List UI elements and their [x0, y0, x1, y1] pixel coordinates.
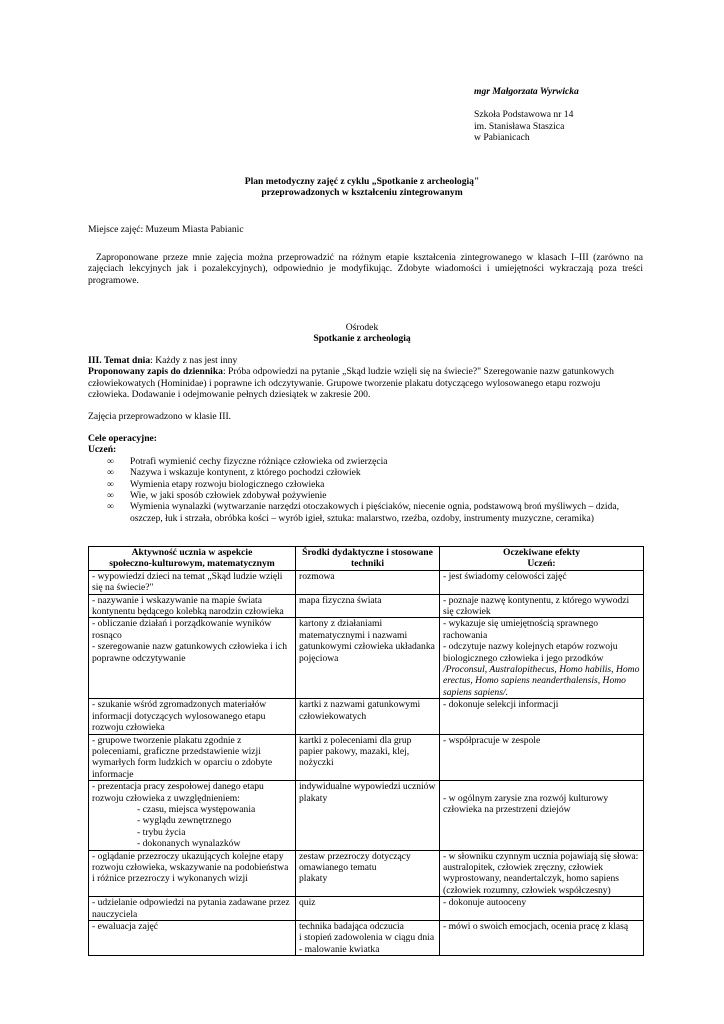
effect-cell: - jest świadomy celowości zajęć [440, 570, 644, 594]
goals-heading: Cele operacyjne: [88, 433, 157, 444]
goal-text: Wymienia etapy rozwoju biologicznego człowieka [130, 478, 325, 490]
school-patron: im. Stanisława Staszica [474, 120, 565, 132]
table-row [89, 781, 644, 850]
sub-item: - dokonanych wynalazków [137, 838, 241, 850]
means-cell: kartki z nazwami gatunkowymi człowiekowatych [296, 699, 440, 734]
goal-item [88, 501, 643, 524]
activity-cell: - obliczanie działań i porządkowanie wyników rosnąco - szeregowanie nazw gatunkowych człowieka i ich poprawne odczytywanie [89, 618, 296, 699]
lesson-plan-table [88, 546, 644, 956]
table-row [89, 570, 644, 594]
goal-item [88, 467, 643, 478]
effect-cell: - współpracuje w zespole [440, 734, 644, 781]
section-header [60, 322, 664, 345]
means-cell: kartony z działaniami matematycznymi i nazwami gatunkowymi człowieka układanka pojęciowa [296, 618, 440, 699]
means-cell: rozmowa [296, 570, 440, 594]
journal-entry [88, 366, 643, 400]
author-name: mgr Małgorzata Wyrwicka [474, 86, 579, 97]
effect-cell: - dokonuje autooceny [440, 897, 644, 921]
effect-cell: - w ogólnym zarysie zna rozwój kulturowy człowieka na przestrzeni dziejów [440, 781, 644, 850]
species-list: /Proconsul, Australopithecus, Homo habilis, Homo erectus, Homo sapiens neanderthalensis, Homo sapiens sapiens/. [443, 664, 640, 698]
effect-cell: - mówi o swoich emocjach, ocenia pracę z klasą [440, 921, 644, 956]
table-header-row [89, 547, 644, 571]
means-cell: quiz [296, 897, 440, 921]
activity-cell: - udzielanie odpowiedzi na pytania zadawane przez nauczyciela [89, 897, 296, 921]
class-note: Zajęcia przeprowadzono w klasie III. [88, 411, 232, 422]
table-row [89, 699, 644, 734]
goal-text: Nazywa i wskazuje kontynent, z którego pochodzi człowiek [130, 467, 361, 479]
table-row [89, 594, 644, 618]
activity-cell: - wypowiedzi dzieci na temat „Skąd ludzie wzięli się na świecie?" [89, 570, 296, 594]
table-row [89, 734, 644, 781]
header-activity: Aktywność ucznia w aspekcie społeczno-kulturowym, matematycznym [89, 547, 296, 571]
author-block [474, 86, 704, 144]
goal-item [88, 490, 643, 501]
table-row [89, 850, 644, 897]
title-line-2: przeprowadzonych w kształceniu zintegrowanym [261, 187, 463, 199]
activity-cell: - prezentacja pracy zespołowej danego etapu rozwoju człowieka z uwzględnieniem: - czasu, miejsca występowania - wyglądu zewnętrznego - trybu życia - dokonanych wynalazków [89, 781, 296, 850]
intro-text: Zaproponowane przeze mnie zajęcia można przeprowadzić na różnym etapie kształcenia zintegrowanego w klasach I–III (zarówno na zajęciach lekcyjnych jak i pozalekcyjnych), odpowiednio je modyfikując. Zdobyte wiadomości i umiejętności wykraczają poza treści programowe. [88, 252, 643, 286]
means-cell: indywidualne wypowiedzi uczniów plakaty [296, 781, 440, 850]
activity-cell: - grupowe tworzenie plakatu zgodnie z poleceniami, graficzne przedstawienie wizji wymarłych form ludzkich w oparciu o zdobyte informacje [89, 734, 296, 781]
infinity-bullet-icon: ∞ [107, 467, 114, 479]
section-name: Spotkanie z archeologią [313, 333, 411, 345]
table-row [89, 618, 644, 699]
goals-subheading: Uczeń: [88, 444, 117, 456]
topic-label: III. Temat dnia [88, 355, 151, 366]
place-of-lesson: Miejsce zajęć: Muzeum Miasta Pabianic [88, 224, 244, 235]
lesson-topic [88, 355, 643, 366]
infinity-bullet-icon: ∞ [107, 490, 114, 502]
activity-cell: - ewaluacja zajęć [89, 921, 296, 956]
goal-item [88, 456, 643, 467]
activity-cell: - szukanie wśród zgromadzonych materiałów informacji dotyczących wylosowanego etapu rozwoju człowieka [89, 699, 296, 734]
journal-label: Proponowany zapis do dziennika [88, 366, 223, 378]
infinity-bullet-icon: ∞ [107, 478, 114, 490]
table-row [89, 897, 644, 921]
effect-cell: - poznaje nazwę kontynentu, z którego wywodzi się człowiek [440, 594, 644, 618]
title-line-1: Plan metodyczny zajęć z cyklu „Spotkanie z archeologią" [244, 176, 480, 187]
effect-cell: - wykazuje się umiejętnością sprawnego rachowania - odczytuje nazwy kolejnych etapów rozwoju biologicznego człowieka i jego przodków /Proconsul, Australopithecus, Homo habilis, Homo erectus, Homo sapiens neanderthalensis, Homo sapiens sapiens/. [440, 618, 644, 699]
document-title [60, 176, 664, 199]
operational-goals [88, 433, 643, 524]
section-label: Ośrodek [345, 322, 379, 333]
journal-value: : Próba odpowiedzi na pytanie „Skąd ludzie wzięli się na świecie?" Szeregowanie nazw gatunkowych człowiekowatych (Hominidae) i poprawne ich odczytywanie. Grupowe tworzenie plakatu dotyczącego wylosowanego etapu rozwoju człowieka. Dodawanie i odejmowanie pełnych dziesiątek w zakresie 200. [88, 366, 614, 401]
means-cell: zestaw przezroczy dotyczący omawianego tematu plakaty [296, 850, 440, 897]
sub-item: - wyglądu zewnętrznego [137, 815, 232, 827]
infinity-bullet-icon: ∞ [107, 455, 114, 467]
goal-item [88, 479, 643, 490]
infinity-bullet-icon: ∞ [107, 501, 114, 513]
goal-text: Wymienia wynalazki (wytwarzanie narzędzi otoczakowych i pięściaków, niecenie ognia, podstawową broń myśliwych – dzida, oszczep, łuk i strzała, obróbka kości – wyrób igieł, sztuka: malarstwo, rzeźba, ozdoby, instrumenty muzyczne, ceramika) [130, 501, 619, 524]
lesson-info [88, 355, 643, 401]
school-name: Szkoła Podstawowa nr 14 [474, 109, 574, 121]
goal-text: Potrafi wymienić cechy fizyczne różniące człowieka od zwierzęcia [130, 455, 388, 467]
table-row [89, 921, 644, 956]
topic-value: : Każdy z nas jest inny [150, 355, 238, 366]
sub-item: - czasu, miejsca występowania [137, 803, 256, 815]
effect-cell: - w słowniku czynnym ucznia pojawiają się słowa: australopitek, człowiek zręczny, człowiek wyprostowany, neandertalczyk, homo sapiens (człowiek rozumny, człowiek współczesny) [440, 850, 644, 897]
intro-paragraph [88, 252, 643, 286]
means-cell: kartki z poleceniami dla grup papier pakowy, mazaki, klej, nożyczki [296, 734, 440, 781]
activity-cell: - oglądanie przezroczy ukazujących kolejne etapy rozwoju człowieka, wskazywanie na podobieństwa i różnice przezroczy i wykonanych wizji [89, 850, 296, 897]
goals-list [88, 456, 643, 524]
activity-cell: - nazywanie i wskazywanie na mapie świata kontynentu będącego kolebką narodzin człowieka [89, 594, 296, 618]
means-cell: mapa fizyczna świata [296, 594, 440, 618]
goal-text: Wie, w jaki sposób człowiek zdobywał pożywienie [130, 490, 327, 502]
header-means: Środki dydaktyczne i stosowane techniki [296, 547, 440, 571]
effect-cell: - dokonuje selekcji informacji [440, 699, 644, 734]
header-effects: Oczekiwane efekty Uczeń: [440, 547, 644, 571]
means-cell: technika badająca odczucia i stopień zadowolenia w ciągu dnia - malowanie kwiatka [296, 921, 440, 956]
school-city: w Pabianicach [474, 132, 530, 144]
sub-item: - trybu życia [137, 826, 186, 838]
